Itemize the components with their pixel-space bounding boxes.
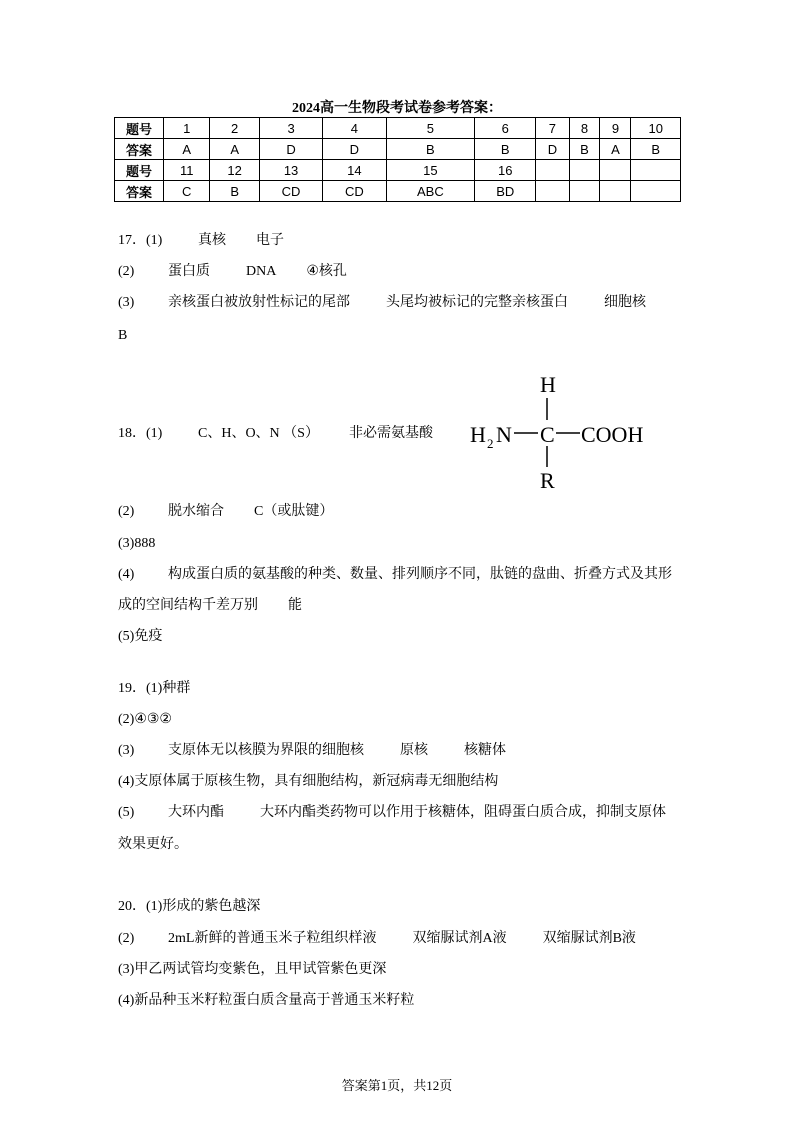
q18-line-4-cont: [118, 597, 302, 615]
answer-text: 真核: [198, 233, 226, 248]
table-cell: 12: [210, 160, 260, 181]
table-cell: A: [210, 139, 260, 160]
table-cell: B: [475, 139, 536, 160]
formula-bottom-r: R: [540, 468, 555, 490]
table-cell: 1: [164, 118, 210, 139]
formula-center-c: C: [540, 422, 555, 447]
q19-line-5-cont: [118, 836, 188, 854]
answer-text: (3)甲乙两试管均变紫色，且甲试管紫色更深: [118, 962, 387, 977]
q18-number: 18．(1): [118, 426, 163, 441]
answer-text: 2mL新鲜的普通玉米子粒组织样液: [168, 931, 377, 946]
answer-text: 亲核蛋白被放射性标记的尾部: [168, 295, 350, 310]
q20-line-2: [118, 930, 636, 948]
table-cell: ABC: [386, 181, 475, 202]
answer-text: 蛋白质: [168, 264, 210, 279]
q17-number: 17．(1): [118, 233, 163, 248]
sub-number: (2): [118, 931, 135, 946]
table-cell: A: [600, 139, 631, 160]
q17-line-1: [118, 232, 284, 250]
table-cell: 13: [259, 160, 322, 181]
sub-number: (2): [118, 264, 135, 279]
q20-line-4: [118, 992, 414, 1010]
q19-line-4: [118, 773, 498, 791]
answer-text: C、H、O、N （S）: [198, 426, 319, 441]
q19-line-1: [118, 680, 190, 698]
answer-table: [114, 117, 681, 202]
table-cell: [569, 160, 600, 181]
formula-left-n: N: [496, 422, 512, 447]
sub-number: (4): [118, 567, 135, 582]
answer-text: (5)免疫: [118, 629, 163, 644]
answer-text: 细胞核: [604, 295, 646, 310]
answer-text: 支原体无以核膜为界限的细胞核: [168, 743, 364, 758]
table-cell: 14: [323, 160, 386, 181]
sub-number: (5): [118, 805, 135, 820]
answer-text: 双缩脲试剂A液: [412, 931, 507, 946]
table-cell: CD: [259, 181, 322, 202]
table-row: [115, 139, 681, 160]
formula-subscript: 2: [487, 436, 494, 451]
table-cell: 15: [386, 160, 475, 181]
table-cell: 7: [536, 118, 569, 139]
answer-text: 原核: [400, 743, 428, 758]
q17-line-4: [118, 327, 127, 345]
q18-line-5: [118, 628, 162, 646]
table-cell: [631, 181, 681, 202]
table-cell: CD: [323, 181, 386, 202]
q17-line-3: [118, 294, 646, 312]
table-cell: D: [323, 139, 386, 160]
q17-line-2: [118, 263, 347, 281]
row-label: 题号: [115, 160, 164, 181]
answer-text: 脱水缩合: [168, 504, 224, 519]
amino-acid-structure-formula: [470, 370, 660, 490]
table-cell: 3: [259, 118, 322, 139]
q19-line-5: [118, 804, 666, 822]
table-cell: [536, 160, 569, 181]
row-label: 题号: [115, 118, 164, 139]
table-row: [115, 118, 681, 139]
answer-text: B: [118, 328, 128, 343]
table-cell: 4: [323, 118, 386, 139]
table-cell: B: [386, 139, 475, 160]
answer-text: 20．(1)形成的紫色越深: [118, 899, 261, 914]
table-cell: [631, 160, 681, 181]
answer-text: DNA: [246, 264, 277, 279]
table-cell: [569, 181, 600, 202]
answer-text: 头尾均被标记的完整亲核蛋白: [386, 295, 568, 310]
q18-line-4: [118, 566, 672, 584]
q18-line-2: [118, 503, 333, 521]
answer-text: C（或肽键）: [254, 504, 334, 519]
table-cell: [600, 181, 631, 202]
table-cell: 10: [631, 118, 681, 139]
answer-text: 电子: [256, 233, 284, 248]
answer-text: 构成蛋白质的氨基酸的种类、数量、排列顺序不同，肽链的盘曲、折叠方式及其形: [168, 567, 672, 582]
formula-left-h: H: [470, 422, 486, 447]
table-cell: 2: [210, 118, 260, 139]
row-label: 答案: [115, 139, 164, 160]
table-cell: B: [210, 181, 260, 202]
page-title: 2024高一生物段考试卷参考答案：: [292, 101, 502, 116]
table-cell: C: [164, 181, 210, 202]
q19-line-2: [118, 711, 172, 729]
q19-line-3: [118, 742, 506, 760]
answer-text: (3)888: [118, 536, 156, 551]
q18-line-3: [118, 535, 155, 553]
answer-text: 核糖体: [464, 743, 506, 758]
answer-text: 大环内酯类药物可以作用于核糖体，阻碍蛋白质合成，抑制支原体: [260, 805, 666, 820]
table-cell: 8: [569, 118, 600, 139]
formula-right-cooh: COOH: [581, 422, 644, 447]
table-cell: 9: [600, 118, 631, 139]
table-cell: D: [259, 139, 322, 160]
table-cell: BD: [475, 181, 536, 202]
table-cell: 6: [475, 118, 536, 139]
answer-text: 成的空间结构千差万别: [118, 598, 258, 613]
q18-line-1: [118, 425, 433, 443]
answer-text: (2)④③②: [118, 712, 172, 727]
answer-text: 大环内酯: [168, 805, 224, 820]
table-cell: 16: [475, 160, 536, 181]
answer-text: 效果更好。: [118, 837, 188, 852]
answer-text: ④核孔: [306, 264, 347, 279]
table-row: [115, 181, 681, 202]
answer-text: 19．(1)种群: [118, 681, 191, 696]
table-row: [115, 160, 681, 181]
q20-line-3: [118, 961, 386, 979]
table-cell: 11: [164, 160, 210, 181]
answer-text: 非必需氨基酸: [348, 426, 433, 441]
q20-line-1: [118, 898, 260, 916]
sub-number: (3): [118, 743, 135, 758]
table-cell: [600, 160, 631, 181]
answer-text: 双缩脲试剂B液: [542, 931, 636, 946]
table-cell: [536, 181, 569, 202]
sub-number: (2): [118, 504, 135, 519]
answer-text: (4)支原体属于原核生物，具有细胞结构，新冠病毒无细胞结构: [118, 774, 499, 789]
formula-top-h: H: [540, 372, 556, 397]
page-footer: 答案第1页，共12页: [341, 1078, 453, 1093]
sub-number: (3): [118, 295, 135, 310]
answer-text: (4)新品种玉米籽粒蛋白质含量高于普通玉米籽粒: [118, 993, 415, 1008]
table-cell: B: [569, 139, 600, 160]
table-cell: B: [631, 139, 681, 160]
table-cell: 5: [386, 118, 475, 139]
table-cell: D: [536, 139, 569, 160]
table-cell: A: [164, 139, 210, 160]
row-label: 答案: [115, 181, 164, 202]
answer-text: 能: [288, 598, 302, 613]
